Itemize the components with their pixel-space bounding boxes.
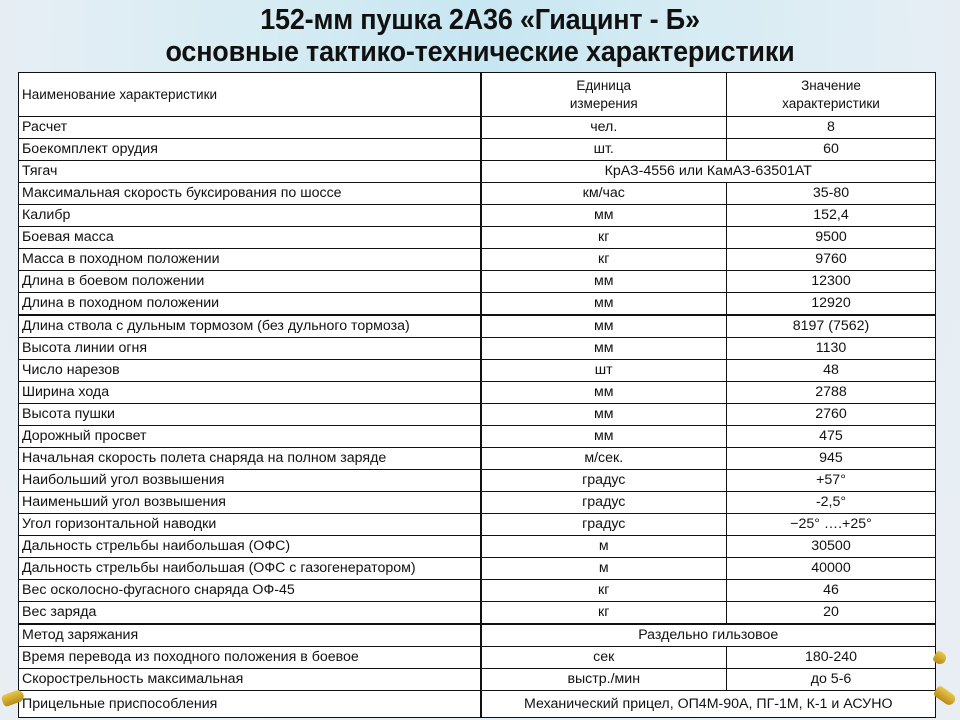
- row-value-cell: 40000: [727, 558, 936, 580]
- table-row: [19, 227, 936, 249]
- table-row: [19, 624, 936, 647]
- row-value-cell: 2760: [727, 404, 936, 426]
- row-name-cell: Угол горизонтальной наводки: [19, 514, 481, 536]
- row-name-cell: Масса в походном положении: [19, 249, 481, 271]
- row-name-cell: Ширина хода: [19, 382, 481, 404]
- row-unit-cell: кг: [481, 580, 727, 602]
- table-row: [19, 404, 936, 426]
- table-row: [19, 691, 936, 718]
- row-unit-cell: градус: [481, 470, 727, 492]
- row-name-cell: Длина в походном положении: [19, 293, 481, 316]
- table-row: [19, 161, 936, 183]
- row-name-cell: Начальная скорость полета снаряда на полном заряде: [19, 448, 481, 470]
- row-value-cell: 180-240: [727, 647, 936, 669]
- row-value-cell: 12920: [727, 293, 936, 316]
- row-name-cell: Метод заряжания: [19, 624, 481, 647]
- row-name-cell: Прицельные приспособления: [19, 691, 481, 718]
- table-row: [19, 492, 936, 514]
- row-unit-cell: м: [481, 558, 727, 580]
- column-header-unit: [481, 73, 727, 117]
- row-name-cell: Высота пушки: [19, 404, 481, 426]
- row-name-cell: Вес осколосно-фугасного снаряда ОФ-45: [19, 580, 481, 602]
- row-unit-cell: мм: [481, 426, 727, 448]
- row-value-cell: 1130: [727, 338, 936, 360]
- row-value-cell: 60: [727, 139, 936, 161]
- row-value-cell: 30500: [727, 536, 936, 558]
- row-name-cell: Дальность стрельбы наибольшая (ОФС): [19, 536, 481, 558]
- row-value-cell: +57°: [727, 470, 936, 492]
- row-name-cell: Число нарезов: [19, 360, 481, 382]
- row-value-cell: 48: [727, 360, 936, 382]
- row-value-cell: 8: [727, 117, 936, 139]
- row-name-cell: Длина в боевом положении: [19, 271, 481, 293]
- row-unit-cell: мм: [481, 382, 727, 404]
- row-name-cell: Расчет: [19, 117, 481, 139]
- decorative-shell-icon: [933, 685, 958, 707]
- row-unit-cell: м: [481, 536, 727, 558]
- table-row: [19, 580, 936, 602]
- row-unit-cell: градус: [481, 492, 727, 514]
- row-merged-value-cell: Механический прицел, ОП4М-90А, ПГ-1М, К-1 и АСУНО: [481, 691, 936, 718]
- row-unit-cell: выстр./мин: [481, 669, 727, 691]
- row-unit-cell: мм: [481, 271, 727, 293]
- row-unit-cell: мм: [481, 404, 727, 426]
- row-unit-cell: сек: [481, 647, 727, 669]
- column-header-value-line1: Значение: [801, 77, 861, 93]
- row-name-cell: Вес заряда: [19, 602, 481, 625]
- row-name-cell: Боевая масса: [19, 227, 481, 249]
- row-value-cell: -2,5°: [727, 492, 936, 514]
- row-value-cell: 9760: [727, 249, 936, 271]
- table-row: [19, 602, 936, 625]
- row-unit-cell: кг: [481, 227, 727, 249]
- row-value-cell: 12300: [727, 271, 936, 293]
- row-value-cell: 945: [727, 448, 936, 470]
- column-header-name: Наименование характеристики: [19, 73, 481, 117]
- row-merged-value-cell: КрАЗ-4556 или КамАЗ-63501АТ: [481, 161, 936, 183]
- specifications-table: [18, 72, 936, 718]
- row-value-cell: 2788: [727, 382, 936, 404]
- row-unit-cell: мм: [481, 315, 727, 338]
- table-row: [19, 249, 936, 271]
- row-value-cell: 20: [727, 602, 936, 625]
- row-name-cell: Длина ствола с дульным тормозом (без дульного тормоза): [19, 315, 481, 338]
- row-value-cell: до 5-6: [727, 669, 936, 691]
- row-unit-cell: градус: [481, 514, 727, 536]
- row-value-cell: 46: [727, 580, 936, 602]
- row-name-cell: Боекомплект орудия: [19, 139, 481, 161]
- row-unit-cell: мм: [481, 205, 727, 227]
- table-row: [19, 426, 936, 448]
- row-unit-cell: кг: [481, 602, 727, 625]
- table-row: [19, 558, 936, 580]
- row-name-cell: Наименьший угол возвышения: [19, 492, 481, 514]
- row-unit-cell: м/сек.: [481, 448, 727, 470]
- table-row: [19, 338, 936, 360]
- row-name-cell: Калибр: [19, 205, 481, 227]
- row-unit-cell: шт.: [481, 139, 727, 161]
- column-header-value-line2: характеристики: [782, 95, 880, 111]
- column-header-unit-line1: Единица: [576, 77, 632, 93]
- row-unit-cell: мм: [481, 293, 727, 316]
- page-subtitle: основные тактико-технические характеристики: [165, 36, 795, 68]
- row-name-cell: Высота линии огня: [19, 338, 481, 360]
- table-row: [19, 205, 936, 227]
- row-value-cell: 475: [727, 426, 936, 448]
- row-unit-cell: шт: [481, 360, 727, 382]
- row-name-cell: Дорожный просвет: [19, 426, 481, 448]
- table-row: [19, 183, 936, 205]
- row-name-cell: Дальность стрельбы наибольшая (ОФС с газогенератором): [19, 558, 481, 580]
- table-row: [19, 448, 936, 470]
- table-row: [19, 117, 936, 139]
- table-row: [19, 669, 936, 691]
- row-value-cell: −25° ….+25°: [727, 514, 936, 536]
- column-header-unit-line2: измерения: [569, 95, 638, 111]
- table-row: [19, 382, 936, 404]
- table-row: [19, 271, 936, 293]
- row-value-cell: 152,4: [727, 205, 936, 227]
- row-unit-cell: чел.: [481, 117, 727, 139]
- table-row: [19, 514, 936, 536]
- row-merged-value-cell: Раздельно гильзовое: [481, 624, 936, 647]
- row-name-cell: Наибольший угол возвышения: [19, 470, 481, 492]
- table-row: [19, 470, 936, 492]
- row-name-cell: Тягач: [19, 161, 481, 183]
- row-unit-cell: кг: [481, 249, 727, 271]
- table-header-row: [19, 73, 936, 117]
- row-value-cell: 35-80: [727, 183, 936, 205]
- table-row: [19, 647, 936, 669]
- row-unit-cell: мм: [481, 338, 727, 360]
- row-name-cell: Скорострельность максимальная: [19, 669, 481, 691]
- table-row: [19, 139, 936, 161]
- row-name-cell: Максимальная скорость буксирования по шоссе: [19, 183, 481, 205]
- row-value-cell: 8197 (7562): [727, 315, 936, 338]
- column-header-value: [727, 73, 936, 117]
- table-row: [19, 315, 936, 338]
- page-title: 152-мм пушка 2А36 «Гиацинт - Б»: [260, 4, 700, 36]
- table-row: [19, 293, 936, 316]
- row-value-cell: 9500: [727, 227, 936, 249]
- row-name-cell: Время перевода из походного положения в боевое: [19, 647, 481, 669]
- table-row: [19, 536, 936, 558]
- row-unit-cell: км/час: [481, 183, 727, 205]
- table-row: [19, 360, 936, 382]
